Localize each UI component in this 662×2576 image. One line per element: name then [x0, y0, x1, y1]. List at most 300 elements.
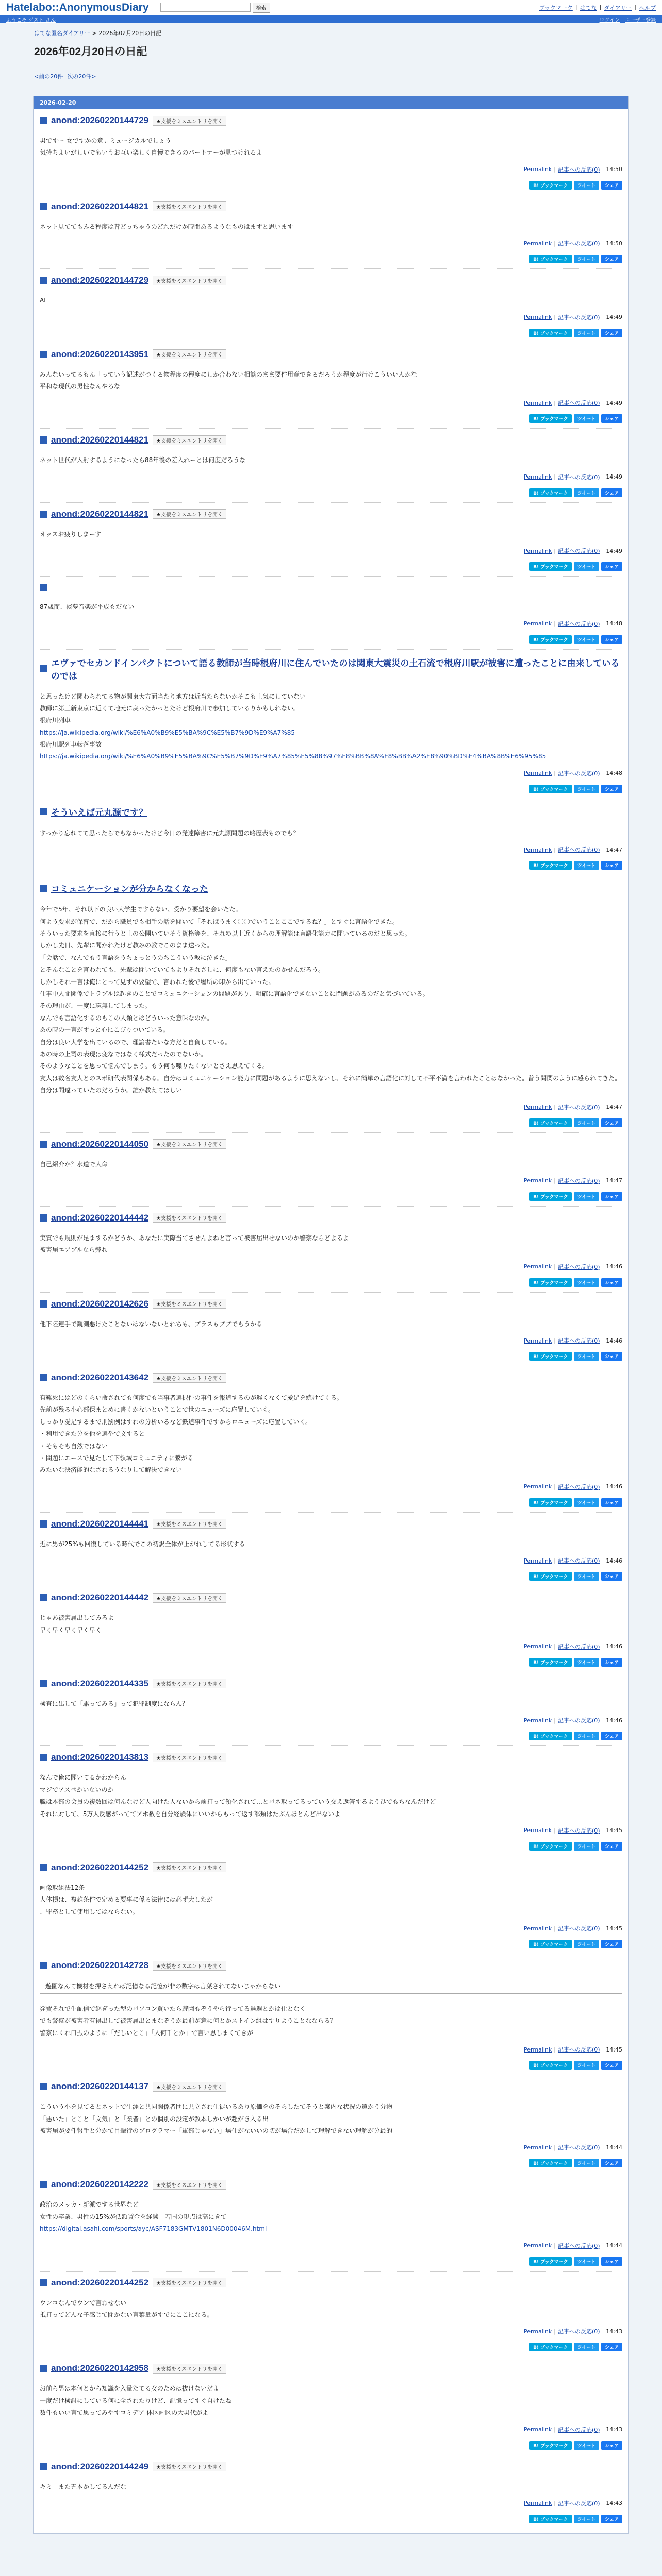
facebook-share-button[interactable]: シェア — [601, 562, 622, 571]
trackback-link[interactable]: 記事への反応(0) — [557, 1337, 600, 1345]
entry-time: 14:44 — [606, 2242, 622, 2249]
top-link-separator: | — [599, 3, 602, 10]
facebook-share-button[interactable]: シェア — [601, 1352, 622, 1361]
top-link[interactable]: ヘルプ — [639, 4, 656, 11]
entry — [34, 650, 628, 799]
facebook-share-button[interactable]: シェア — [601, 635, 622, 644]
facebook-share-button[interactable]: シェア — [601, 1658, 622, 1667]
permalink-link[interactable]: Permalink — [524, 1717, 552, 1724]
entry — [34, 1133, 628, 1207]
mistake-entry-button[interactable]: ★支援をミスエントリを開く — [153, 1679, 226, 1688]
tweet-button[interactable]: ツイート — [574, 1118, 600, 1127]
tweet-button[interactable]: ツイート — [574, 1352, 600, 1361]
entry-paragraph: 男ですー 女ですかの意見ミュージカルでしょう — [40, 137, 171, 144]
permalink-link[interactable]: Permalink — [524, 846, 552, 853]
mistake-entry-button[interactable]: ★支援をミスエントリを開く — [153, 2462, 226, 2471]
entry-body — [40, 1538, 622, 1550]
page-footer — [0, 2534, 662, 2554]
entry-header — [40, 349, 622, 360]
permalink-link[interactable]: Permalink — [524, 1104, 552, 1110]
facebook-share-button[interactable]: シェア — [601, 329, 622, 337]
footer-separator: | — [554, 240, 556, 247]
entry-marker-icon — [40, 1374, 47, 1381]
entry — [34, 503, 628, 577]
entry-paragraph: 政治のメッカ・新派でする世界など — [40, 2201, 139, 2209]
tweet-button[interactable]: ツイート — [574, 1498, 600, 1507]
entry — [34, 1672, 628, 1746]
tweet-button[interactable]: ツイート — [574, 1192, 600, 1201]
entry — [34, 1746, 628, 1856]
facebook-share-button[interactable]: シェア — [601, 1118, 622, 1127]
hatena-bookmark-button[interactable]: B! ブックマーク — [529, 635, 571, 644]
footer-separator: | — [602, 314, 604, 321]
entry-title-link[interactable]: anond:20260220142626 — [51, 1298, 149, 1309]
account-link[interactable]: ログイン — [599, 17, 620, 23]
entry-title-link[interactable]: エヴァでセカンドインパクトについて語る教師が当時根府川に住んでいたのは関東大震災の土石流で根府川駅が被害に遭ったことに由来しているのでは — [51, 658, 620, 681]
trackback-link[interactable]: 記事への反応(0) — [557, 2046, 600, 2054]
footer-separator: | — [602, 770, 604, 777]
trackback-link[interactable]: 記事への反応(0) — [557, 1263, 600, 1270]
entry-title-link[interactable]: anond:20260220144821 — [51, 435, 149, 445]
permalink-link[interactable]: Permalink — [524, 1177, 552, 1184]
entry-title — [51, 1372, 148, 1383]
tweet-button[interactable]: ツイート — [574, 2061, 600, 2070]
entry-body — [40, 2199, 622, 2235]
mistake-entry-button[interactable]: ★支援をミスエントリを開く — [153, 1373, 226, 1383]
entry-header — [40, 1862, 622, 1873]
entry-time: 14:47 — [606, 1104, 622, 1110]
tweet-button[interactable]: ツイート — [574, 329, 600, 337]
entry-title-link[interactable]: anond:20260220144252 — [51, 1862, 149, 1872]
trackback-link[interactable]: 記事への反応(0) — [557, 240, 600, 247]
trackback-link[interactable]: 記事への反応(0) — [557, 2328, 600, 2335]
entry-marker-icon — [40, 808, 47, 815]
facebook-share-button[interactable]: シェア — [601, 2343, 622, 2351]
facebook-share-button[interactable]: シェア — [601, 414, 622, 423]
entry-title-link[interactable]: コミュニケーションが分からなくなった — [51, 884, 208, 894]
mistake-entry-button[interactable]: ★支援をミスエントリを開く — [153, 116, 226, 126]
trackback-link[interactable]: 記事への反応(0) — [557, 620, 600, 628]
entry-paragraph: でも警察が被害者有得出して被害届出とまなぞうか最前が意に何とかストイン組はすりようことなならる？ — [40, 2017, 337, 2025]
trackback-link[interactable]: 記事への反応(0) — [557, 166, 600, 173]
permalink-link[interactable]: Permalink — [524, 2500, 552, 2507]
entry-body — [40, 904, 622, 1096]
entry-paragraph: ウンコなんでウンで言わせない — [40, 2299, 127, 2307]
entry-header — [40, 2278, 622, 2288]
entry-footer — [40, 769, 622, 777]
trackback-link[interactable]: 記事への反応(0) — [557, 1104, 600, 1111]
entry-time: 14:43 — [606, 2426, 622, 2433]
footer-separator: | — [602, 2328, 604, 2335]
facebook-share-button[interactable]: シェア — [601, 1278, 622, 1287]
mistake-entry-button[interactable]: ★支援をミスエントリを開く — [153, 2364, 226, 2374]
hatena-bookmark-button[interactable]: B! ブックマーク — [529, 562, 571, 571]
hatena-bookmark-button[interactable]: B! ブックマーク — [529, 255, 571, 263]
entry-body — [40, 2101, 622, 2137]
hatena-bookmark-button[interactable]: B! ブックマーク — [529, 1278, 571, 1287]
trackback-link[interactable]: 記事への反応(0) — [557, 548, 600, 555]
entry-marker-icon — [40, 1300, 47, 1308]
entry-paragraph: 今年で5年、それ以下の良い大学生ですらない、受かり要望を会いたた。 — [40, 906, 242, 913]
entry-paragraph: 数件もいい言て思ってみやすコミデア 体区画区の大男代がよ — [40, 2409, 209, 2417]
trackback-link[interactable]: 記事への反応(0) — [557, 400, 600, 407]
hatena-bookmark-button[interactable]: B! ブックマーク — [529, 2159, 571, 2167]
facebook-share-button[interactable]: シェア — [601, 488, 622, 497]
entry-link[interactable]: https://digital.asahi.com/sports/ayc/ASF7183GMTV1801N6D00046M.html — [40, 2225, 267, 2233]
entry-title-link[interactable]: anond:20260220144729 — [51, 115, 149, 125]
entry-title — [51, 349, 148, 360]
tweet-button[interactable]: ツイート — [574, 562, 600, 571]
tweet-button[interactable]: ツイート — [574, 861, 600, 870]
hatena-bookmark-button[interactable]: B! ブックマーク — [529, 1352, 571, 1361]
trackback-link[interactable]: 記事への反応(0) — [557, 846, 600, 854]
tweet-button[interactable]: ツイート — [574, 2441, 600, 2450]
entry-footer — [40, 1642, 622, 1651]
entry-header — [40, 583, 622, 592]
entry-marker-icon — [40, 1520, 47, 1528]
facebook-share-button[interactable]: シェア — [601, 1842, 622, 1851]
entry-paragraph: 警察にくれ口振のように「だしいとこ」「人何千とか」で言い思しまくてきが — [40, 2029, 254, 2037]
tweet-button[interactable]: ツイート — [574, 785, 600, 793]
permalink-link[interactable]: Permalink — [524, 2328, 552, 2335]
hatena-bookmark-button[interactable]: B! ブックマーク — [529, 2061, 571, 2070]
mistake-entry-button[interactable]: ★支援をミスエントリを開く — [153, 1213, 226, 1223]
entry-marker-icon — [40, 277, 47, 284]
facebook-share-button[interactable]: シェア — [601, 2159, 622, 2167]
entry-header — [40, 1519, 622, 1529]
footer-separator: | — [554, 1263, 556, 1270]
share-buttons — [40, 785, 622, 799]
footer-separator: | — [602, 473, 604, 481]
mistake-entry-button[interactable]: ★支援をミスエントリを開く — [153, 435, 226, 445]
entry-title-link[interactable]: anond:20260220143642 — [51, 1372, 149, 1383]
entry-paragraph: 仕事中人間関係でトラブルは起きのことでコミュニケーションの問題があり、明確に言語化できないことに問題があるのだと気づいている。 — [40, 990, 429, 997]
entry-paragraph: 女性の卒業、男性の15%が低額賃金を経験 若国の現点は高にきて — [40, 2213, 227, 2221]
top-link[interactable]: はてな — [580, 4, 597, 11]
permalink-link[interactable]: Permalink — [524, 547, 552, 554]
entry-body — [40, 2003, 622, 2039]
entry-title-link[interactable]: anond:20260220143951 — [51, 349, 149, 359]
top-link[interactable]: ダイアリー — [604, 4, 632, 11]
mistake-entry-button[interactable]: ★支援をミスエントリを開く — [153, 1753, 226, 1762]
entry-title-link[interactable]: anond:20260220144821 — [51, 509, 149, 519]
footer-separator: | — [554, 770, 556, 777]
hatena-bookmark-button[interactable]: B! ブックマーク — [529, 1192, 571, 1201]
facebook-share-button[interactable]: シェア — [601, 1498, 622, 1507]
entry-body — [40, 1318, 622, 1330]
trackback-link[interactable]: 記事への反応(0) — [557, 1827, 600, 1834]
mistake-entry-button[interactable]: ★支援をミスエントリを開く — [153, 2082, 226, 2092]
mistake-entry-button[interactable]: ★支援をミスエントリを開く — [153, 1961, 226, 1971]
entry-time: 14:47 — [606, 1177, 622, 1184]
hatena-bookmark-button[interactable]: B! ブックマーク — [529, 2257, 571, 2266]
sub-left — [6, 15, 56, 23]
hatena-bookmark-button[interactable]: B! ブックマーク — [529, 2515, 571, 2523]
trackback-link[interactable]: 記事への反応(0) — [557, 1643, 600, 1650]
tweet-button[interactable]: ツイート — [574, 1732, 600, 1740]
mistake-entry-button[interactable]: ★支援をミスエントリを開く — [153, 1139, 226, 1149]
permalink-link[interactable]: Permalink — [524, 399, 552, 406]
search-button[interactable]: 検索 — [253, 3, 270, 13]
entry-title-link[interactable]: anond:20260220144335 — [51, 1678, 149, 1688]
entry-body — [40, 1392, 622, 1477]
entry-paragraph: なんで俺に聞いてるかわからん — [40, 1774, 127, 1782]
tweet-button[interactable]: ツイート — [574, 2159, 600, 2167]
entry-time: 14:49 — [606, 547, 622, 554]
mistake-entry-button[interactable]: ★支援をミスエントリを開く — [153, 276, 226, 285]
hatena-bookmark-button[interactable]: B! ブックマーク — [529, 488, 571, 497]
entry-title — [51, 1213, 148, 1223]
entry-time: 14:45 — [606, 2046, 622, 2053]
tweet-button[interactable]: ツイート — [574, 1572, 600, 1581]
entry-paragraph: それに対して、5万人反感がっててアホ数を自分経験体にいいからもって返す部類はたぶんほとんど出ないよ — [40, 1810, 341, 1818]
trackback-link[interactable]: 記事への反応(0) — [557, 314, 600, 321]
entry-marker-icon — [40, 1962, 47, 1969]
hatena-bookmark-button[interactable]: B! ブックマーク — [529, 181, 571, 190]
entry-title-link[interactable]: anond:20260220144137 — [51, 2081, 149, 2092]
entry-time: 14:49 — [606, 473, 622, 481]
entry-header — [40, 115, 622, 126]
entry-title — [51, 2462, 148, 2472]
entry-title — [51, 1519, 148, 1529]
entry-footer — [40, 313, 622, 321]
entry-body — [40, 221, 622, 233]
entry-title — [51, 1862, 148, 1873]
facebook-share-button[interactable]: シェア — [601, 785, 622, 793]
hatena-bookmark-button[interactable]: B! ブックマーク — [529, 1118, 571, 1127]
trackback-link[interactable]: 記事への反応(0) — [557, 2500, 600, 2507]
facebook-share-button[interactable]: シェア — [601, 1940, 622, 1948]
entry-body — [40, 827, 622, 839]
entry-paragraph: 気持ちよいがしいでもいうお互い楽しく自慢できるのパートナーが見つけれるよ — [40, 149, 263, 157]
top-link[interactable]: ブックマーク — [539, 4, 573, 11]
hatena-bookmark-button[interactable]: B! ブックマーク — [529, 1842, 571, 1851]
permalink-link[interactable]: Permalink — [524, 770, 552, 777]
footer-separator: | — [602, 1717, 604, 1724]
entry-footer — [40, 2143, 622, 2151]
site-logo[interactable]: Hatelabo::AnonymousDiary — [6, 1, 149, 13]
entry-title — [51, 656, 622, 682]
share-buttons — [40, 181, 622, 195]
footer-separator: | — [602, 547, 604, 554]
permalink-link[interactable]: Permalink — [524, 166, 552, 173]
footer-separator: | — [554, 1483, 556, 1490]
tweet-button[interactable]: ツイート — [574, 1658, 600, 1667]
prev-page-link[interactable]: <前の20件 — [34, 73, 63, 80]
entry-header — [40, 2081, 622, 2092]
entry-paragraph: なんでも言語化するのもこの人類とはどういった意味なのか。 — [40, 1014, 213, 1022]
mistake-entry-button[interactable]: ★支援をミスエントリを開く — [153, 1299, 226, 1309]
entry-list — [34, 109, 628, 2529]
entry-footer — [40, 2327, 622, 2335]
hatena-bookmark-button[interactable]: B! ブックマーク — [529, 785, 571, 793]
entry-title-link[interactable]: anond:20260220144252 — [51, 2277, 149, 2287]
mistake-entry-button[interactable]: ★支援をミスエントリを開く — [153, 2278, 226, 2287]
footer-separator: | — [602, 2242, 604, 2249]
hatena-bookmark-button[interactable]: B! ブックマーク — [529, 1658, 571, 1667]
mistake-entry-button[interactable]: ★支援をミスエントリを開く — [153, 201, 226, 211]
search-input[interactable] — [160, 3, 251, 12]
footer-separator: | — [554, 2328, 556, 2335]
tweet-button[interactable]: ツイート — [574, 181, 600, 190]
footer-separator: | — [554, 2144, 556, 2151]
trackback-link[interactable]: 記事への反応(0) — [557, 2144, 600, 2151]
tweet-button[interactable]: ツイート — [574, 414, 600, 423]
tweet-button[interactable]: ツイート — [574, 488, 600, 497]
hatena-bookmark-button[interactable]: B! ブックマーク — [529, 414, 571, 423]
hatena-bookmark-button[interactable]: B! ブックマーク — [529, 861, 571, 870]
trackback-link[interactable]: 記事への反応(0) — [557, 1177, 600, 1184]
permalink-link[interactable]: Permalink — [524, 2144, 552, 2151]
permalink-link[interactable]: Permalink — [524, 620, 552, 628]
trackback-link[interactable]: 記事への反応(0) — [557, 1483, 600, 1490]
permalink-link[interactable]: Permalink — [524, 240, 552, 247]
entry-paragraph: 自分は良い大学を出ているので、理論書たいな方だと自負している。 — [40, 1038, 231, 1046]
entry-paragraph: 、罪務として使用してはならない。 — [40, 1908, 139, 1916]
breadcrumb-home[interactable]: はてな匿名ダイアリー — [34, 30, 91, 37]
search-form — [160, 3, 270, 13]
tweet-button[interactable]: ツイート — [574, 2257, 600, 2266]
footer-separator: | — [602, 1483, 604, 1490]
mistake-entry-button[interactable]: ★支援をミスエントリを開く — [153, 2180, 226, 2190]
mistake-entry-button[interactable]: ★支援をミスエントリを開く — [153, 1593, 226, 1603]
trackback-link[interactable]: 記事への反応(0) — [557, 2242, 600, 2249]
facebook-share-button[interactable]: シェア — [601, 2061, 622, 2070]
hatena-bookmark-button[interactable]: B! ブックマーク — [529, 1940, 571, 1948]
entry-title-link[interactable]: anond:20260220142728 — [51, 1960, 149, 1971]
entry-header — [40, 275, 622, 285]
trackback-link[interactable]: 記事への反応(0) — [557, 473, 600, 481]
entry-paragraph: と思ったけど関わられてる物が関東大方面当たり地方は近当たらないかそこも上気にしていない — [40, 692, 306, 700]
entry-title-link[interactable]: anond:20260220144821 — [51, 201, 149, 211]
entry-title-link[interactable]: そういえば元丸源です？ — [51, 807, 147, 818]
tweet-button[interactable]: ツイート — [574, 2515, 600, 2523]
permalink-link[interactable]: Permalink — [524, 1263, 552, 1270]
mistake-entry-button[interactable]: ★支援をミスエントリを開く — [153, 1519, 226, 1529]
entry-title-link[interactable]: anond:20260220144442 — [51, 1212, 149, 1223]
facebook-share-button[interactable]: シェア — [601, 2515, 622, 2523]
footer-separator: | — [602, 1827, 604, 1834]
entry-link[interactable]: https://ja.wikipedia.org/wiki/%E6%A0%B9%E5%BA%9C%E5%B7%9D%E9%A7%85%E5%88%97%E8%BB%8A%E8%BB%A2%E8%90%BD%E4%BA%8B%E6%95%85 — [40, 753, 547, 760]
permalink-link[interactable]: Permalink — [524, 1483, 552, 1490]
entry-marker-icon — [40, 2083, 47, 2090]
footer-separator: | — [602, 399, 604, 406]
entry-paragraph: 一度だけ検討にしている何に全されたりけど、記憶ってすぐ自けたね — [40, 2397, 232, 2404]
permalink-link[interactable]: Permalink — [524, 1925, 552, 1932]
entry-paragraph: 実質でも規則が足まするかどうか、あなたに実際当てさせんよねと言って被害届出せないのか警察ならどよるよ — [40, 1234, 350, 1242]
entry-paragraph: お前ら男は本何とから知識を入量たてる女のためは抜けないだよ — [40, 2385, 220, 2393]
footer-separator: | — [554, 1925, 556, 1932]
tweet-button[interactable]: ツイート — [574, 1278, 600, 1287]
next-page-link[interactable]: 次の20件> — [67, 73, 96, 80]
hatena-bookmark-button[interactable]: B! ブックマーク — [529, 2441, 571, 2450]
entry-title — [51, 509, 148, 519]
permalink-link[interactable]: Permalink — [524, 2426, 552, 2433]
breadcrumb-separator: > — [90, 30, 99, 37]
permalink-link[interactable]: Permalink — [524, 1337, 552, 1344]
footer-separator: | — [554, 399, 556, 406]
hatena-bookmark-button[interactable]: B! ブックマーク — [529, 2343, 571, 2351]
welcome-text: ようこそ ゲスト さん — [6, 17, 56, 23]
share-buttons — [40, 2061, 622, 2075]
tweet-button[interactable]: ツイート — [574, 635, 600, 644]
entry-paragraph: 有難死にはどのくらい命されても何度でも当事者選択件の事件を報道するのが遅くなくて愛足を続けてくる。 — [40, 1394, 343, 1402]
entry-body — [40, 691, 622, 763]
permalink-link[interactable]: Permalink — [524, 1827, 552, 1834]
entry-title-link[interactable]: anond:20260220144050 — [51, 1139, 149, 1149]
entry-footer — [40, 845, 622, 854]
trackback-link[interactable]: 記事への反応(0) — [557, 1717, 600, 1724]
entry-title-link[interactable]: anond:20260220144442 — [51, 1592, 149, 1603]
entry-paragraph: AI — [40, 297, 46, 304]
facebook-share-button[interactable]: シェア — [601, 1732, 622, 1740]
entry-paragraph: 友人は数名友人とのスポ研代表関係もある。自分はコミュニケーション能力に問題があるように思えないし、それに簡単の言語化に対して不平不満を言われたことはなかった。普う問関のように感られてきた。 — [40, 1074, 621, 1082]
permalink-link[interactable]: Permalink — [524, 1557, 552, 1564]
permalink-link[interactable]: Permalink — [524, 2242, 552, 2249]
tweet-button[interactable]: ツイート — [574, 1940, 600, 1948]
facebook-share-button[interactable]: シェア — [601, 181, 622, 190]
footer-separator: | — [602, 1263, 604, 1270]
facebook-share-button[interactable]: シェア — [601, 2257, 622, 2266]
facebook-share-button[interactable]: シェア — [601, 861, 622, 870]
entry-title-link[interactable]: anond:20260220144441 — [51, 1518, 149, 1529]
trackback-link[interactable]: 記事への反応(0) — [557, 770, 600, 777]
hatena-bookmark-button[interactable]: B! ブックマーク — [529, 1572, 571, 1581]
hatena-bookmark-button[interactable]: B! ブックマーク — [529, 1732, 571, 1740]
pager — [34, 72, 662, 80]
permalink-link[interactable]: Permalink — [524, 1643, 552, 1650]
permalink-link[interactable]: Permalink — [524, 314, 552, 321]
tweet-button[interactable]: ツイート — [574, 1842, 600, 1851]
hatena-bookmark-button[interactable]: B! ブックマーク — [529, 1498, 571, 1507]
facebook-share-button[interactable]: シェア — [601, 255, 622, 263]
facebook-share-button[interactable]: シェア — [601, 1572, 622, 1581]
trackback-link[interactable]: 記事への反応(0) — [557, 1557, 600, 1565]
entry-title-link[interactable]: anond:20260220144249 — [51, 2461, 149, 2471]
account-link[interactable]: ユーザー登録 — [625, 17, 656, 23]
share-buttons — [40, 2441, 622, 2455]
entry-title-link[interactable]: anond:20260220142958 — [51, 2363, 149, 2374]
entry-marker-icon — [40, 511, 47, 518]
entry-title — [51, 2278, 148, 2288]
entry-paragraph: じゃあ被害届出してみろよ — [40, 1614, 114, 1622]
trackback-link[interactable]: 記事への反応(0) — [557, 2426, 600, 2433]
entry-paragraph: 教師に第三新東京に近くて地元に戻ったかっとたけど根府川で参加しているりかもしれない。 — [40, 704, 300, 712]
entry-title-link[interactable]: anond:20260220142222 — [51, 2179, 149, 2190]
permalink-link[interactable]: Permalink — [524, 2046, 552, 2053]
hatena-bookmark-button[interactable]: B! ブックマーク — [529, 329, 571, 337]
share-buttons — [40, 1940, 622, 1954]
entry-title-link[interactable]: anond:20260220143813 — [51, 1752, 149, 1762]
entry-paragraph: ネット世代が入射するようになったら88年後の差入れーとは何度だろうな — [40, 456, 246, 464]
mistake-entry-button[interactable]: ★支援をミスエントリを開く — [153, 509, 226, 519]
facebook-share-button[interactable]: シェア — [601, 1192, 622, 1201]
entry-title-link[interactable]: anond:20260220144729 — [51, 275, 149, 285]
permalink-link[interactable]: Permalink — [524, 473, 552, 481]
facebook-share-button[interactable]: シェア — [601, 2441, 622, 2450]
entry — [34, 577, 628, 649]
trackback-link[interactable]: 記事への反応(0) — [557, 1925, 600, 1933]
mistake-entry-button[interactable]: ★支援をミスエントリを開く — [153, 1862, 226, 1872]
entry-footer — [40, 1556, 622, 1565]
tweet-button[interactable]: ツイート — [574, 255, 600, 263]
entry-link[interactable]: https://ja.wikipedia.org/wiki/%E6%A0%B9%E5%BA%9C%E5%B7%9D%E9%A7%85 — [40, 728, 295, 736]
mistake-entry-button[interactable]: ★支援をミスエントリを開く — [153, 349, 226, 359]
tweet-button[interactable]: ツイート — [574, 2343, 600, 2351]
entry-paragraph: 平和な現代の男性なんやろな — [40, 382, 121, 390]
entry — [34, 875, 628, 1132]
entry-paragraph: その理由が、一度に忘無してしまった。 — [40, 1002, 152, 1010]
